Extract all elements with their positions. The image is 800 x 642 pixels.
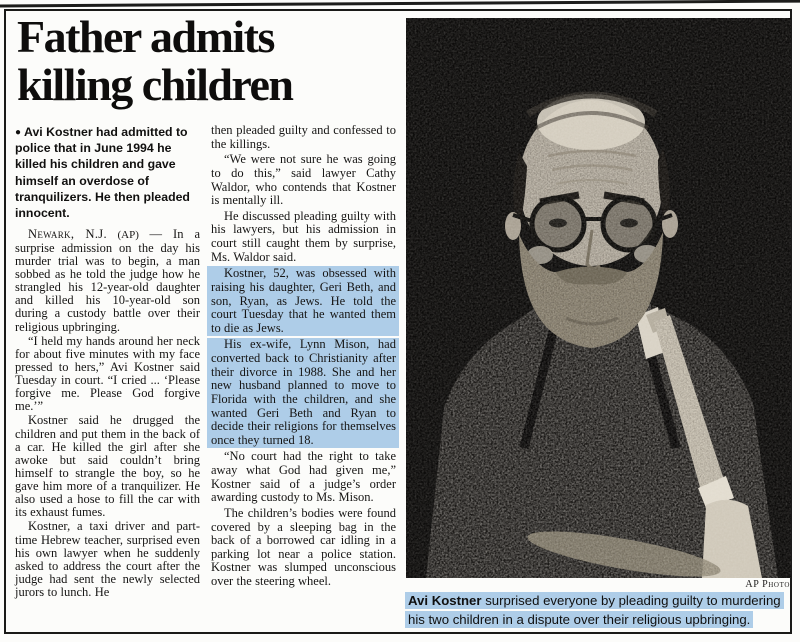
article-column-2 [211, 124, 396, 591]
article-paragraph: Newark, N.J. (AP) — In a surprise admission on the day his murder trial was to begin, a man sobbed as he told the judge how he strangled his 12-year-old daughter and killed his 10-year-old son during a custody battle over their religious upbringing. [15, 227, 200, 334]
caption-highlight [405, 592, 784, 628]
bullet-icon: ● [15, 127, 22, 138]
headline [17, 13, 409, 109]
photo-credit: AP Photo [745, 579, 790, 590]
caption-text: surprised everyone by pleading guilty to murdering his two children in a dispute over their religious upbringing. [408, 593, 781, 627]
scan-edge-line [0, 0, 800, 8]
portrait-illustration [406, 18, 791, 578]
article-paragraph: “No court had the right to take away what God had given me,” Kostner said of a judge’s order awarding custody to Ms. Mison. [211, 449, 396, 505]
article-paragraph-highlighted: Kostner, 52, was obsessed with raising his daughter, Geri Beth, and son, Ryan, as Jews. He told the court Tuesday that he wanted them to die as Jews. [207, 266, 399, 336]
intro-summary [15, 124, 200, 221]
photo-caption [405, 592, 797, 629]
article-paragraph: The children’s bodies were found covered by a sleeping bag in the back of a borrowed car idling in a parking lot near a police station. Kostner was slumped unconscious over the steering wheel. [211, 505, 396, 588]
headline-line-1: Father admits [17, 11, 274, 62]
headline-line-2: killing children [17, 58, 293, 110]
portrait-photo-avi-kostner [406, 18, 791, 578]
article-paragraph: then pleaded guilty and confessed to the killings. [211, 123, 396, 151]
article-paragraph-highlighted: His ex-wife, Lynn Mison, had converted back to Christianity after their divorce in 1988. She and her new husband planned to move to Florida with the children, and she wanted Geri Beth and Ryan to decide their religions for themselves once they turned 18. [207, 338, 399, 448]
caption-subject-name: Avi Kostner [408, 593, 482, 608]
intro-text: had admitted to police that in June 1994 he killed his children and gave himself an overdose of tranquilizers. He then pleaded innocent. [15, 125, 190, 221]
dateline: Newark, N.J. [28, 227, 107, 242]
article-paragraph: “We were not sure he was going to do this,” said lawyer Cathy Waldor, who contends that Kostner is mentally ill. [211, 152, 396, 208]
article-paragraph: Kostner said he drugged the children and put them in the back of a car. He killed the girl after she awoke but said couldn’t bring himself to strangle the boy, so he gave him more of a tranquilizer. He also used a hose to fill the car with its exhaust fumes. [15, 413, 200, 520]
column-2-paragraphs [211, 124, 396, 589]
article-column-1 [15, 124, 200, 600]
intro-subject-name: Avi Kostner [24, 125, 93, 139]
column-1-paragraphs [15, 228, 200, 599]
news-agency: (AP) [106, 229, 150, 242]
article-paragraph: “I held my hands around her neck for about five minutes with my face pressed to hers,” Avi Kostner said Tuesday in court. “I cried ... ‘Please forgive me. Please God forgive me.’” [15, 333, 200, 414]
article-paragraph: He discussed pleading guilty with his lawyers, but his admission in court still caught them by surprise, Ms. Waldor said. [211, 208, 396, 264]
article-paragraph: Kostner, a taxi driver and part-time Hebrew teacher, surprised even his own lawyer when he suddenly asked to address the court after the judge had sent the newly selected jurors to lunch. He [15, 519, 200, 600]
